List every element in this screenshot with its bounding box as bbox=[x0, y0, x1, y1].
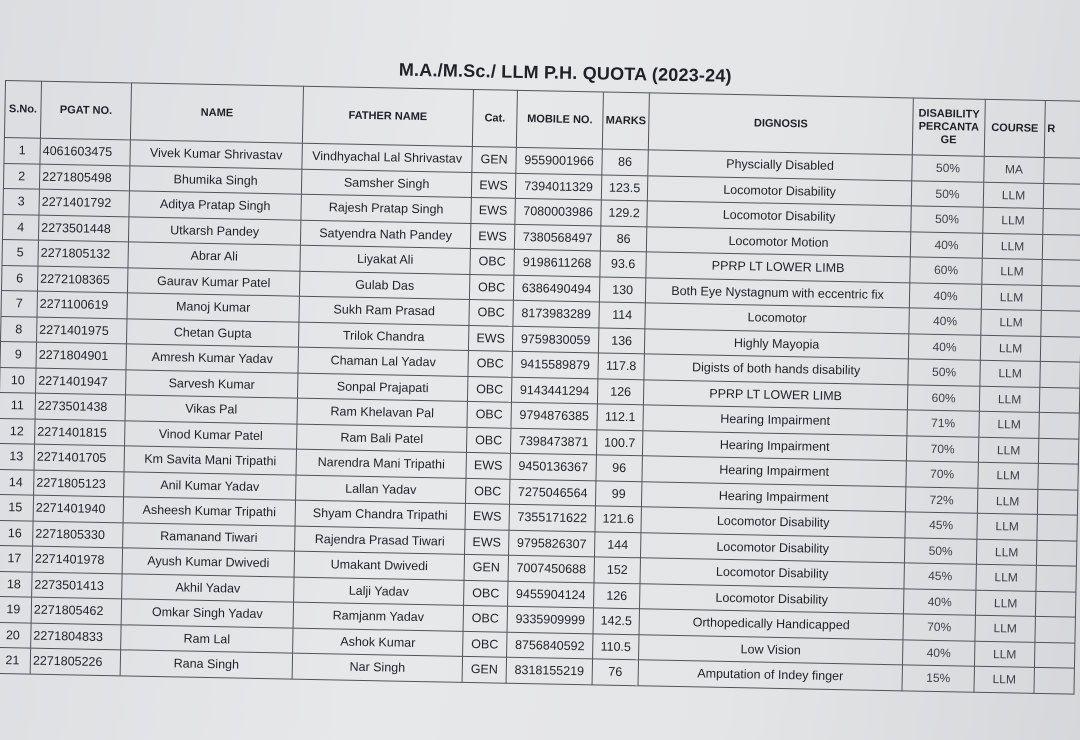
cell-course: LLM bbox=[975, 615, 1035, 642]
cell-mobile: 9415589879 bbox=[512, 351, 598, 378]
cell-course: LLM bbox=[980, 335, 1040, 362]
cell-mobile: 9335909999 bbox=[507, 606, 593, 633]
cell-sno: 12 bbox=[0, 418, 35, 444]
cell-pgat-no: 2271805132 bbox=[38, 240, 128, 267]
cell-name: Ayush Kumar Dwivedi bbox=[122, 548, 294, 577]
cell-mobile: 9794876385 bbox=[511, 402, 597, 429]
header-disability: DISABILITY PERCANTA GE bbox=[912, 98, 985, 156]
cell-sno: 21 bbox=[0, 647, 31, 673]
cell-extra bbox=[1043, 183, 1080, 209]
cell-father-name: Rajesh Pratap Singh bbox=[301, 194, 471, 223]
cell-category: EWS bbox=[468, 325, 512, 351]
cell-sno: 17 bbox=[0, 545, 33, 571]
cell-course: LLM bbox=[983, 182, 1043, 209]
cell-pgat-no: 2271804833 bbox=[31, 623, 121, 650]
cell-course: LLM bbox=[981, 309, 1041, 336]
cell-marks: 123.5 bbox=[601, 174, 647, 200]
cell-extra bbox=[1034, 642, 1074, 668]
cell-diagnosis: Orthopedically Handicapped bbox=[639, 609, 903, 640]
cell-disability: 60% bbox=[910, 257, 982, 284]
cell-name: Chetan Gupta bbox=[126, 318, 298, 347]
cell-diagnosis: Locomotor Disability bbox=[641, 507, 905, 538]
cell-pgat-no: 2271401975 bbox=[37, 317, 127, 344]
cell-mobile: 7380568497 bbox=[514, 224, 600, 251]
cell-father-name: Ashok Kumar bbox=[293, 628, 463, 657]
cell-disability: 72% bbox=[905, 486, 977, 513]
cell-extra bbox=[1035, 591, 1075, 617]
cell-sno: 2 bbox=[3, 163, 39, 189]
cell-father-name: Ram Bali Patel bbox=[297, 424, 467, 453]
cell-disability: 71% bbox=[907, 410, 979, 437]
cell-father-name: Chaman Lal Yadav bbox=[298, 347, 468, 376]
cell-disability: 50% bbox=[904, 537, 976, 564]
cell-disability: 70% bbox=[906, 461, 978, 488]
cell-category: EWS bbox=[470, 223, 514, 249]
cell-course: LLM bbox=[976, 564, 1036, 591]
cell-sno: 6 bbox=[1, 265, 37, 291]
cell-disability: 45% bbox=[904, 563, 976, 590]
cell-disability: 60% bbox=[907, 384, 979, 411]
cell-sno: 19 bbox=[0, 596, 32, 622]
cell-father-name: Narendra Mani Tripathi bbox=[296, 449, 466, 478]
cell-sno: 7 bbox=[1, 290, 37, 316]
cell-marks: 114 bbox=[599, 302, 645, 328]
cell-pgat-no: 2272108365 bbox=[37, 266, 127, 293]
cell-marks: 76 bbox=[592, 659, 638, 685]
cell-category: EWS bbox=[471, 172, 515, 198]
cell-diagnosis: Low Vision bbox=[639, 634, 903, 665]
cell-pgat-no: 2271805462 bbox=[31, 597, 121, 624]
cell-category: GEN bbox=[464, 554, 508, 580]
cell-category: EWS bbox=[465, 503, 509, 529]
cell-category: OBC bbox=[466, 427, 510, 453]
header-name: NAME bbox=[130, 83, 303, 143]
cell-marks: 93.6 bbox=[600, 251, 646, 277]
cell-pgat-no: 2271401940 bbox=[33, 495, 123, 522]
cell-category: OBC bbox=[464, 580, 508, 606]
cell-diagnosis: Locomotor Disability bbox=[640, 532, 904, 563]
cell-name: Anil Kumar Yadav bbox=[124, 471, 296, 500]
cell-diagnosis: Hearing Impairment bbox=[642, 456, 906, 487]
cell-marks: 126 bbox=[597, 378, 643, 404]
cell-sno: 4 bbox=[2, 214, 38, 240]
cell-extra bbox=[1038, 463, 1078, 489]
cell-pgat-no: 2271805330 bbox=[33, 521, 123, 548]
cell-pgat-no: 2271401792 bbox=[39, 189, 129, 216]
cell-course: LLM bbox=[981, 284, 1041, 311]
cell-father-name: Trilok Chandra bbox=[298, 322, 468, 351]
header-mobile: MOBILE NO. bbox=[516, 90, 603, 149]
cell-mobile: 9198611268 bbox=[514, 249, 600, 276]
cell-category: EWS bbox=[465, 529, 509, 555]
cell-sno: 9 bbox=[0, 341, 36, 367]
header-pgat: PGAT NO. bbox=[40, 81, 131, 140]
cell-disability: 40% bbox=[902, 639, 974, 666]
cell-disability: 40% bbox=[910, 231, 982, 258]
cell-diagnosis: Both Eye Nystagnum with eccentric fix bbox=[645, 277, 909, 308]
cell-course: LLM bbox=[975, 590, 1035, 617]
cell-name: Sarvesh Kumar bbox=[126, 369, 298, 398]
cell-diagnosis: Hearing Impairment bbox=[642, 430, 906, 461]
cell-disability: 50% bbox=[911, 206, 983, 233]
cell-mobile: 9143441294 bbox=[511, 377, 597, 404]
cell-disability: 50% bbox=[911, 180, 983, 207]
cell-course: LLM bbox=[977, 488, 1037, 515]
cell-father-name: Vindhyachal Lal Shrivastav bbox=[302, 143, 472, 172]
cell-marks: 129.2 bbox=[601, 200, 647, 226]
cell-name: Bhumika Singh bbox=[129, 165, 301, 194]
cell-mobile: 9450136367 bbox=[510, 453, 596, 480]
cell-sno: 15 bbox=[0, 494, 34, 520]
cell-extra bbox=[1042, 259, 1080, 285]
cell-diagnosis: PPRP LT LOWER LIMB bbox=[646, 252, 910, 283]
cell-course: LLM bbox=[982, 233, 1042, 260]
cell-father-name: Lallan Yadav bbox=[296, 475, 466, 504]
cell-extra bbox=[1034, 667, 1074, 693]
cell-name: Omkar Singh Yadav bbox=[121, 599, 293, 628]
cell-name: Vikas Pal bbox=[125, 395, 297, 424]
cell-father-name: Sonpal Prajapati bbox=[297, 373, 467, 402]
cell-disability: 40% bbox=[903, 588, 975, 615]
cell-disability: 50% bbox=[908, 359, 980, 386]
cell-diagnosis: Locomotor Disability bbox=[647, 175, 911, 206]
cell-diagnosis: Locomotor Disability bbox=[640, 583, 904, 614]
cell-course: LLM bbox=[980, 360, 1040, 387]
cell-sno: 16 bbox=[0, 520, 33, 546]
cell-father-name: Rajendra Prasad Tiwari bbox=[295, 526, 465, 555]
cell-father-name: Liyakat Ali bbox=[300, 245, 470, 274]
cell-extra bbox=[1036, 565, 1076, 591]
cell-father-name: Satyendra Nath Pandey bbox=[300, 220, 470, 249]
cell-diagnosis: Physcially Disabled bbox=[648, 150, 912, 181]
header-sno: S.No. bbox=[4, 81, 41, 139]
cell-sno: 20 bbox=[0, 622, 31, 648]
cell-father-name: Gulab Das bbox=[299, 271, 469, 300]
cell-marks: 121.6 bbox=[595, 506, 641, 532]
cell-mobile: 9455904124 bbox=[508, 581, 594, 608]
cell-diagnosis: PPRP LT LOWER LIMB bbox=[643, 379, 907, 410]
cell-marks: 126 bbox=[594, 582, 640, 608]
cell-extra bbox=[1036, 540, 1076, 566]
cell-extra bbox=[1037, 514, 1077, 540]
cell-name: Rana Singh bbox=[120, 650, 292, 679]
cell-course: LLM bbox=[976, 539, 1036, 566]
cell-father-name: Nar Singh bbox=[292, 653, 462, 682]
cell-name: Amresh Kumar Yadav bbox=[126, 344, 298, 373]
cell-course: LLM bbox=[983, 207, 1043, 234]
cell-marks: 110.5 bbox=[593, 633, 639, 659]
cell-course: LLM bbox=[974, 641, 1034, 668]
cell-extra bbox=[1039, 387, 1079, 413]
cell-category: GEN bbox=[472, 146, 516, 172]
cell-category: EWS bbox=[471, 197, 515, 223]
cell-diagnosis: Hearing Impairment bbox=[643, 405, 907, 436]
cell-pgat-no: 2271401947 bbox=[36, 368, 126, 395]
cell-extra bbox=[1044, 157, 1080, 183]
cell-sno: 11 bbox=[0, 392, 36, 418]
cell-name: Ram Lal bbox=[121, 624, 293, 653]
cell-sno: 18 bbox=[0, 571, 32, 597]
cell-diagnosis: Locomotor bbox=[645, 303, 909, 334]
cell-category: OBC bbox=[463, 631, 507, 657]
cell-name: Gaurav Kumar Patel bbox=[127, 267, 299, 296]
cell-pgat-no: 2273501448 bbox=[38, 215, 128, 242]
cell-pgat-no: 2271401978 bbox=[32, 546, 122, 573]
cell-pgat-no: 2271401705 bbox=[34, 444, 124, 471]
header-diagnosis: DIGNOSIS bbox=[648, 93, 913, 155]
cell-diagnosis: Locomotor Disability bbox=[647, 201, 911, 232]
cell-mobile: 8318155219 bbox=[506, 657, 592, 684]
cell-marks: 152 bbox=[594, 557, 640, 583]
cell-name: Manoj Kumar bbox=[127, 293, 299, 322]
cell-course: LLM bbox=[979, 411, 1039, 438]
cell-marks: 136 bbox=[598, 327, 644, 353]
cell-name: Utkarsh Pandey bbox=[128, 216, 300, 245]
cell-category: OBC bbox=[467, 376, 511, 402]
cell-extra bbox=[1041, 310, 1080, 336]
cell-pgat-no: 2271401815 bbox=[35, 419, 125, 446]
header-course: COURSE bbox=[984, 99, 1045, 157]
cell-disability: 70% bbox=[906, 435, 978, 462]
cell-pgat-no: 2271805123 bbox=[34, 470, 124, 497]
cell-disability: 15% bbox=[902, 665, 974, 692]
cell-mobile: 7080003986 bbox=[515, 198, 601, 225]
header-category: Cat. bbox=[472, 89, 517, 147]
cell-mobile: 6386490494 bbox=[513, 275, 599, 302]
cell-marks: 86 bbox=[602, 149, 648, 175]
cell-marks: 117.8 bbox=[598, 353, 644, 379]
cell-pgat-no: 2271804901 bbox=[36, 342, 126, 369]
cell-extra bbox=[1038, 438, 1078, 464]
cell-marks: 112.1 bbox=[597, 404, 643, 430]
header-father-name: FATHER NAME bbox=[302, 86, 473, 146]
cell-course: LLM bbox=[982, 258, 1042, 285]
cell-mobile: 7007450688 bbox=[508, 555, 594, 582]
cell-father-name: Sukh Ram Prasad bbox=[299, 296, 469, 325]
cell-category: OBC bbox=[463, 605, 507, 631]
cell-course: MA bbox=[984, 156, 1044, 183]
cell-extra bbox=[1035, 616, 1075, 642]
cell-name: Asheesh Kumar Tripathi bbox=[123, 497, 295, 526]
cell-diagnosis: Digists of both hands disability bbox=[644, 354, 908, 385]
cell-course: LLM bbox=[978, 462, 1038, 489]
cell-name: Aditya Pratap Singh bbox=[129, 191, 301, 220]
cell-sno: 13 bbox=[0, 443, 35, 469]
cell-extra bbox=[1040, 336, 1080, 362]
cell-disability: 50% bbox=[912, 155, 984, 182]
cell-category: OBC bbox=[467, 401, 511, 427]
cell-category: GEN bbox=[462, 656, 506, 682]
cell-name: Km Savita Mani Tripathi bbox=[124, 446, 296, 475]
cell-extra bbox=[1037, 489, 1077, 515]
cell-category: OBC bbox=[465, 478, 509, 504]
cell-disability: 70% bbox=[903, 614, 975, 641]
cell-diagnosis: Locomotor Motion bbox=[646, 226, 910, 257]
cell-extra bbox=[1042, 234, 1080, 260]
cell-extra bbox=[1041, 285, 1080, 311]
cell-sno: 14 bbox=[0, 469, 34, 495]
cell-pgat-no: 2271805226 bbox=[30, 648, 120, 675]
cell-disability: 40% bbox=[909, 308, 981, 335]
cell-name: Vivek Kumar Shrivastav bbox=[130, 140, 302, 169]
cell-mobile: 7398473871 bbox=[510, 428, 596, 455]
cell-disability: 40% bbox=[909, 282, 981, 309]
cell-diagnosis: Highly Mayopia bbox=[644, 328, 908, 359]
cell-father-name: Shyam Chandra Tripathi bbox=[295, 500, 465, 529]
cell-name: Ramanand Tiwari bbox=[123, 522, 295, 551]
cell-father-name: Lalji Yadav bbox=[294, 577, 464, 606]
cell-course: LLM bbox=[978, 437, 1038, 464]
cell-mobile: 7355171622 bbox=[509, 504, 595, 531]
cell-marks: 99 bbox=[595, 480, 641, 506]
cell-extra bbox=[1043, 208, 1080, 234]
cell-sno: 3 bbox=[3, 188, 39, 214]
cell-course: LLM bbox=[977, 513, 1037, 540]
cell-sno: 8 bbox=[1, 316, 37, 342]
cell-sno: 10 bbox=[0, 367, 36, 393]
cell-course: LLM bbox=[974, 666, 1034, 693]
cell-diagnosis: Hearing Impairment bbox=[641, 481, 905, 512]
cell-mobile: 7394011329 bbox=[515, 173, 601, 200]
cell-pgat-no: 2273501438 bbox=[35, 393, 125, 420]
cell-marks: 96 bbox=[596, 455, 642, 481]
document-title: M.A./M.Sc./ LLM P.H. QUOTA (2023-24) bbox=[398, 59, 732, 86]
cell-disability: 40% bbox=[908, 333, 980, 360]
header-extra: R bbox=[1044, 100, 1080, 158]
cell-father-name: Umakant Dwivedi bbox=[294, 551, 464, 580]
cell-sno: 5 bbox=[2, 239, 38, 265]
cell-sno: 1 bbox=[4, 137, 40, 163]
cell-father-name: Ram Khelavan Pal bbox=[297, 398, 467, 427]
quota-table bbox=[0, 80, 1080, 694]
cell-mobile: 8173983289 bbox=[513, 300, 599, 327]
cell-mobile: 9795826307 bbox=[509, 530, 595, 557]
cell-category: OBC bbox=[468, 350, 512, 376]
header-marks: MARKS bbox=[602, 92, 649, 150]
cell-name: Abrar Ali bbox=[128, 242, 300, 271]
cell-pgat-no: 2271100619 bbox=[37, 291, 127, 318]
cell-mobile: 9759830059 bbox=[512, 326, 598, 353]
cell-course: LLM bbox=[979, 386, 1039, 413]
cell-pgat-no: 4061603475 bbox=[40, 138, 130, 165]
cell-marks: 144 bbox=[594, 531, 640, 557]
cell-category: EWS bbox=[466, 452, 510, 478]
cell-mobile: 7275046564 bbox=[509, 479, 595, 506]
cell-category: OBC bbox=[470, 248, 514, 274]
cell-marks: 86 bbox=[600, 225, 646, 251]
cell-diagnosis: Locomotor Disability bbox=[640, 558, 904, 589]
cell-category: OBC bbox=[469, 299, 513, 325]
cell-extra bbox=[1039, 412, 1079, 438]
cell-father-name: Samsher Singh bbox=[301, 169, 471, 198]
cell-pgat-no: 2273501413 bbox=[32, 572, 122, 599]
cell-disability: 45% bbox=[905, 512, 977, 539]
cell-marks: 142.5 bbox=[593, 608, 639, 634]
cell-name: Vinod Kumar Patel bbox=[125, 420, 297, 449]
cell-pgat-no: 2271805498 bbox=[39, 164, 129, 191]
cell-marks: 130 bbox=[599, 276, 645, 302]
cell-category: OBC bbox=[469, 274, 513, 300]
cell-extra bbox=[1040, 361, 1080, 387]
cell-name: Akhil Yadav bbox=[122, 573, 294, 602]
cell-marks: 100.7 bbox=[596, 429, 642, 455]
quota-sheet bbox=[0, 30, 1080, 740]
cell-father-name: Ramjanm Yadav bbox=[293, 602, 463, 631]
cell-mobile: 8756840592 bbox=[507, 632, 593, 659]
cell-mobile: 9559001966 bbox=[516, 147, 602, 174]
cell-diagnosis: Amputation of Indey finger bbox=[638, 660, 902, 691]
